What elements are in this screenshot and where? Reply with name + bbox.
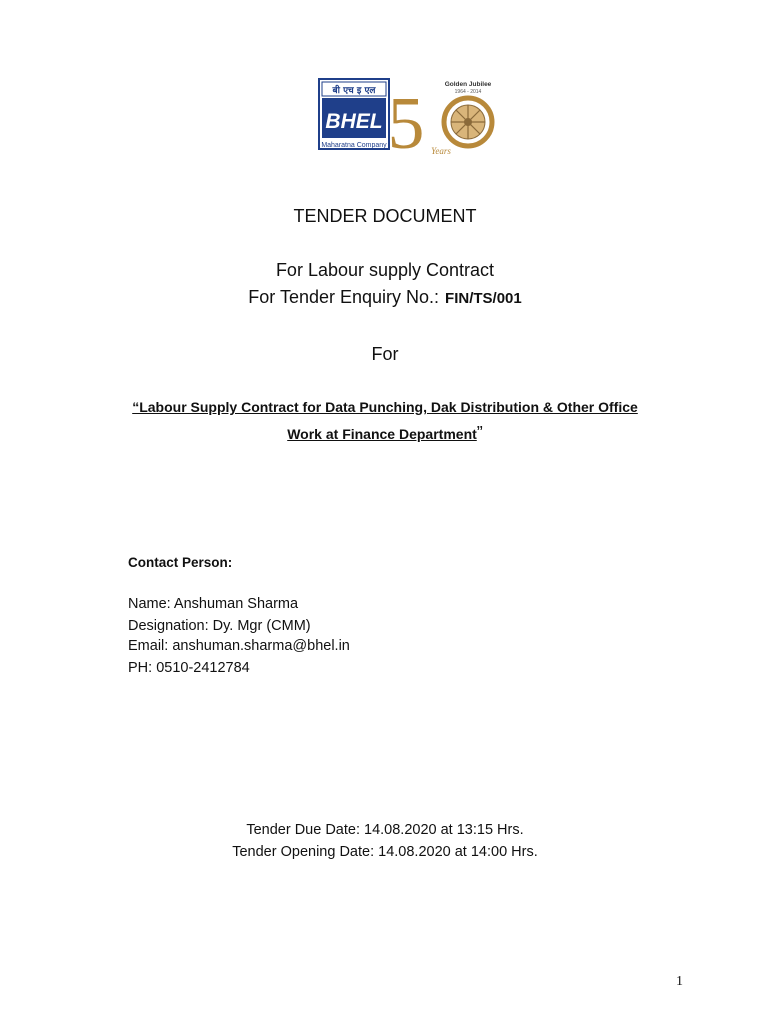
chakra-wheel-icon xyxy=(444,98,492,146)
logo-digit-five: 5 xyxy=(387,83,425,158)
logo-hindi-text: बी एच इ एल xyxy=(332,86,376,96)
document-title: TENDER DOCUMENT xyxy=(293,206,477,226)
tender-due-date: Tender Due Date: 14.08.2020 at 13:15 Hrs. xyxy=(246,822,524,838)
contact-email: Email: anshuman.sharma@bhel.in xyxy=(128,638,350,654)
subject-line-2: Work at Finance Department xyxy=(287,426,477,442)
page-number: 1 xyxy=(676,974,683,989)
logo-jubilee-years: 1964 - 2014 xyxy=(454,89,482,95)
contact-phone: PH: 0510-2412784 xyxy=(128,660,250,676)
contact-designation: Designation: Dy. Mgr (CMM) xyxy=(128,618,311,634)
contact-name: Name: Anshuman Sharma xyxy=(128,596,299,612)
for-label: For xyxy=(371,344,399,364)
contract-line: For Labour supply Contract xyxy=(275,260,495,280)
bhel-golden-jubilee-logo xyxy=(318,78,498,158)
logo-years-word: Years xyxy=(431,146,451,156)
tender-opening-date: Tender Opening Date: 14.08.2020 at 14:00 Hrs. xyxy=(232,844,538,860)
bhel-logo-graphic xyxy=(318,78,498,158)
logo-company-tag: Maharatna Company xyxy=(321,142,387,149)
logo-brand-text: BHEL xyxy=(325,110,383,133)
enquiry-number: FIN/TS/001 xyxy=(445,290,522,307)
enquiry-label: For Tender Enquiry No.: xyxy=(248,287,440,307)
tender-enquiry-line xyxy=(0,287,770,308)
subject-line-1: “Labour Supply Contract for Data Punching, Dak Distribution & Other Office xyxy=(132,399,638,415)
contact-heading: Contact Person: xyxy=(128,555,233,570)
subject-closing-quote: ” xyxy=(476,423,483,443)
contract-subject xyxy=(0,394,770,447)
logo-jubilee-text: Golden Jubilee xyxy=(444,81,492,88)
